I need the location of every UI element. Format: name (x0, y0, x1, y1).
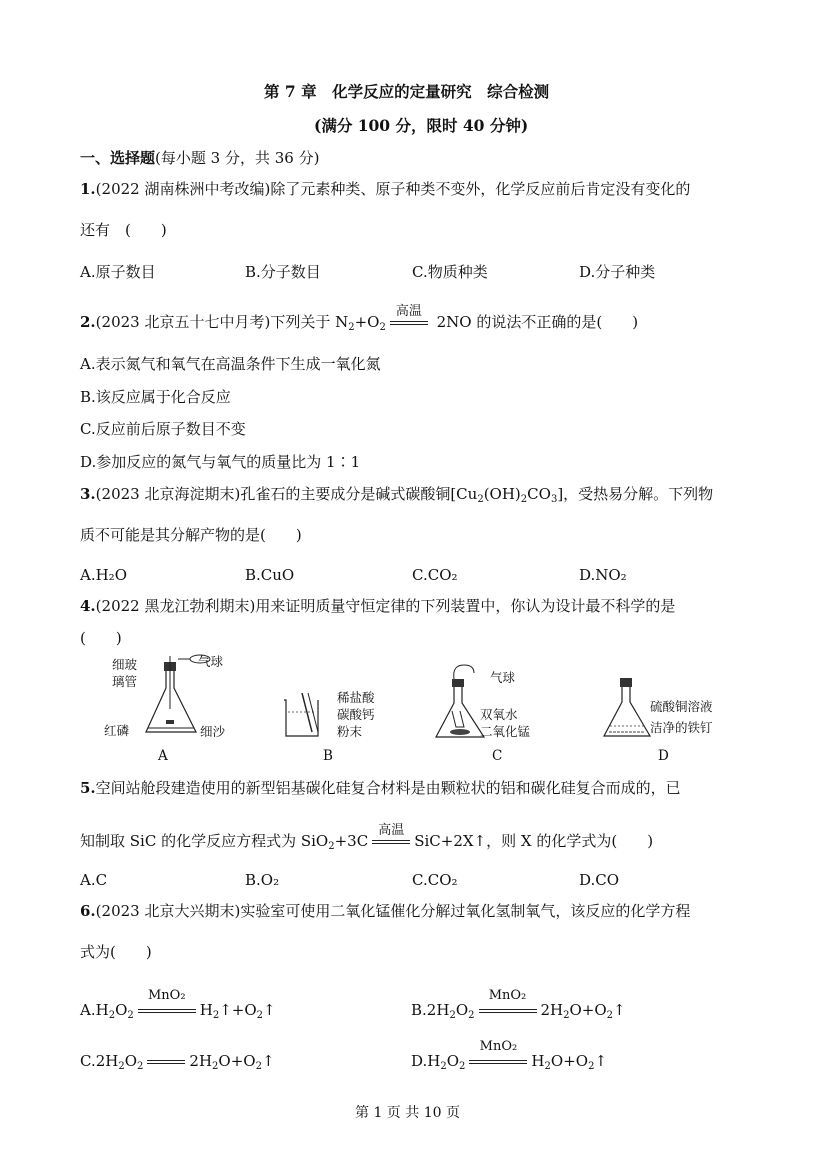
q4-stem (80, 595, 675, 616)
q3-number: 3. (80, 485, 96, 503)
q4-figure-b-beaker (282, 688, 336, 740)
q3-option-c[interactable]: C.CO₂ (412, 566, 458, 584)
q1-option-c[interactable]: C.物质种类 (412, 263, 488, 281)
q6-option-b[interactable]: $B.2H_2O_2$ MnO₂ $2H_2O+O_2↑$ (411, 988, 626, 1021)
q4-a-label-tube-1: 细玻 (112, 657, 138, 672)
q6-option-d[interactable]: $D.H_2O_2$ MnO₂ $H_2O+O_2↑$ (411, 1039, 608, 1072)
q5-option-a[interactable]: A.C (80, 871, 108, 889)
q2-equals-sign (388, 304, 430, 331)
q4-figure-d-flask (600, 676, 654, 742)
q4-a-label-sand: 细沙 (200, 724, 226, 739)
q3-option-b[interactable]: B.CuO (245, 566, 295, 584)
q5-text-1: 空间站舱段建造使用的新型铝基碳化硅复合材料是由颗粒状的铝和碳化硅复合而成的，已 (95, 779, 681, 797)
q6-d-equals-sign: MnO₂ (467, 1054, 529, 1070)
q2-condition: 高温 (395, 304, 422, 319)
section-heading (80, 147, 319, 168)
q1-option-a[interactable]: A.原子数目 (80, 263, 156, 281)
q1-stem (80, 178, 690, 199)
q6-a-equals-sign: MnO₂ (136, 1003, 198, 1019)
q3-text-2: 质不可能是其分解产物的是( ) (80, 526, 302, 544)
q2-option-c[interactable]: C.反应前后原子数目不变 (80, 420, 246, 438)
q4-b-label-powder: 粉末 (337, 724, 363, 739)
q2-option-a[interactable]: A.表示氮气和氧气在高温条件下生成一氧化氮 (80, 355, 381, 373)
section-label: 一、选择题 (80, 149, 156, 167)
q3-option-a[interactable]: A.H₂O (80, 566, 127, 584)
q5-equals-sign (370, 823, 412, 850)
q1-number: 1. (80, 180, 96, 198)
q4-d-caption: D (658, 748, 669, 764)
q3-pre: (2023 北京海淀期末)孔雀石的主要成分是碱式碳酸铜[Cu (95, 485, 478, 503)
q3-stem: 3.(2023 北京海淀期末)孔雀石的主要成分是碱式碳酸铜$[Cu_2(OH)_2CO_3]$，受热易分解。下列物 (80, 485, 714, 505)
q4-a-label-phosphorus: 红磷 (104, 723, 130, 738)
q5-condition: 高温 (378, 823, 405, 838)
page-footer: 第 1 页 共 10 页 (355, 1105, 460, 1121)
q1-option-d[interactable]: D.分子种类 (579, 263, 656, 281)
q4-b-label-carbonate: 碳酸钙 (337, 707, 375, 722)
q4-c-label-balloon: 气球 (490, 670, 516, 685)
q2-stem: 2.(2023 北京五十七中月考)下列关于 $N_2+O_2$ 高温 2NO 的说法不正确的是( ) (80, 311, 638, 332)
page-title: 第 7 章 化学反应的定量研究 综合检测 (264, 82, 550, 101)
q5-option-d[interactable]: D.CO (579, 871, 620, 889)
q3-option-d[interactable]: D.NO₂ (579, 566, 627, 584)
q2-post: 2NO 的说法不正确的是( ) (431, 313, 639, 331)
q4-a-label-balloon: 气球 (198, 654, 224, 669)
q5-post: ，则 X 的化学式为( ) (486, 832, 654, 850)
q6-stem (80, 900, 690, 921)
q1-option-b[interactable]: B.分子数目 (245, 263, 321, 281)
q4-text-1: (2022 黑龙江勃利期末)用来证明质量守恒定律的下列装置中，你认为设计最不科学的是 (95, 597, 676, 615)
section-note: (每小题 3 分，共 36 分) (155, 149, 320, 167)
q1-text-1: (2022 湖南株洲中考改编)除了元素种类、原子种类不变外，化学反应前后肯定没有变化的 (95, 180, 691, 198)
q6-option-c[interactable]: $C.2H_2O_2$ $2H_2O+O_2↑$ (80, 1052, 275, 1072)
q4-b-caption: B (323, 748, 333, 764)
page-subtitle: (满分 100 分，限时 40 分钟) (314, 116, 529, 135)
q4-c-label-peroxide: 双氧水 (480, 707, 518, 722)
q5-stem (80, 777, 681, 798)
q6-text-1: (2023 北京大兴期末)实验室可使用二氧化锰催化分解过氧化氢制氧气，该反应的化学方程 (95, 902, 691, 920)
q4-d-label-nail: 洁净的铁钉 (650, 720, 713, 735)
q2-number: 2. (80, 313, 96, 331)
q6-option-a[interactable]: $A.H_2O_2$ MnO₂ $H_2↑+O_2↑$ (80, 988, 276, 1021)
q6-number: 6. (80, 902, 96, 920)
q4-a-caption: A (158, 748, 168, 764)
q4-c-caption: C (492, 748, 503, 764)
q5-option-c[interactable]: C.CO₂ (412, 871, 458, 889)
q5-option-b[interactable]: B.O₂ (245, 871, 280, 889)
q4-c-label-catalyst: 二氧化锰 (480, 724, 531, 739)
q4-text-2: ( ) (80, 629, 122, 647)
q5-number: 5. (80, 779, 96, 797)
q4-d-label-solution: 硫酸铜溶液 (650, 699, 713, 714)
q4-a-label-tube-2: 璃管 (112, 674, 138, 689)
q3-post: ]，受热易分解。下列物 (557, 485, 714, 503)
q5-pre: 知制取 SiC 的化学反应方程式为 SiO (80, 832, 329, 850)
q6-c-equals-sign (145, 1054, 187, 1070)
q4-number: 4. (80, 597, 96, 615)
q2-option-b[interactable]: B.该反应属于化合反应 (80, 388, 231, 406)
q1-text-2: 还有 ( ) (80, 221, 167, 239)
q4-b-label-acid: 稀盐酸 (337, 690, 375, 705)
q2-option-d[interactable]: D.参加反应的氮气与氧气的质量比为 1∶1 (80, 453, 361, 471)
q5-equation-line: 知制取 SiC 的化学反应方程式为 SiO$_2$+3C 高温 SiC+2X↑，则 X 的化学式为( ) (80, 830, 653, 851)
q2-pre: (2023 北京五十七中月考)下列关于 N (95, 313, 349, 331)
q6-text-2: 式为( ) (80, 943, 152, 961)
q6-b-equals-sign: MnO₂ (477, 1003, 539, 1019)
